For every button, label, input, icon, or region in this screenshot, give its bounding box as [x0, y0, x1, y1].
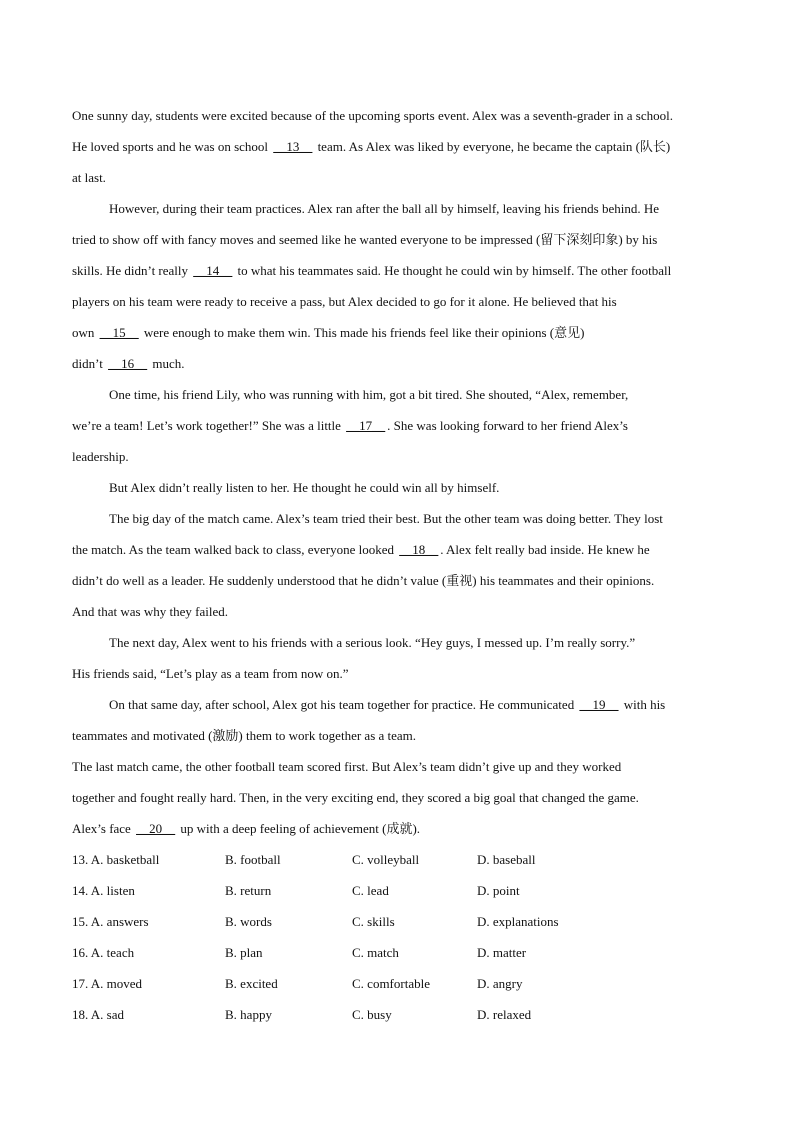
option-c: C. comfortable — [352, 976, 430, 991]
passage-text: . She was looking forward to her friend Alex’s — [387, 418, 628, 433]
question-row — [72, 999, 722, 1030]
passage-line — [72, 348, 722, 379]
passage-text: the match. As the team walked back to class, everyone looked — [72, 542, 398, 557]
question-row — [72, 968, 722, 999]
passage-line — [72, 100, 722, 131]
option-a: 17. A. moved — [72, 976, 143, 991]
passage-text: His friends said, “Let’s play as a team from now on.” — [72, 666, 349, 681]
option-b: B. return — [225, 883, 272, 898]
passage-line — [72, 224, 722, 255]
passage-text: . Alex felt really bad inside. He knew he — [440, 542, 650, 557]
option-a: 15. A. answers — [72, 914, 149, 929]
reading-passage — [72, 100, 722, 844]
question-row — [72, 844, 722, 875]
answer-blank: __20__ — [136, 821, 176, 836]
option-c: C. volleyball — [352, 852, 420, 867]
answer-blank: __19__ — [579, 697, 619, 712]
passage-line — [72, 379, 722, 410]
option-b: B. happy — [225, 1007, 272, 1022]
passage-text: with his — [620, 697, 666, 712]
passage-text: On that same day, after school, Alex got his team together for practice. He communicated — [109, 697, 578, 712]
question-options — [72, 844, 722, 1030]
passage-line — [72, 627, 722, 658]
passage-line — [72, 131, 722, 162]
worksheet-page — [72, 100, 722, 1030]
passage-line — [72, 255, 722, 286]
option-b: B. words — [225, 914, 272, 929]
passage-text: to what his teammates said. He thought he could win by himself. The other football — [234, 263, 672, 278]
passage-line — [72, 410, 722, 441]
option-d: D. explanations — [477, 914, 559, 929]
passage-line — [72, 565, 722, 596]
option-d: D. baseball — [477, 852, 536, 867]
passage-text: And that was why they failed. — [72, 604, 228, 619]
passage-text: were enough to make them win. This made his friends feel like their opinions (意见) — [140, 325, 585, 340]
passage-text: But Alex didn’t really listen to her. He thought he could win all by himself. — [109, 480, 500, 495]
passage-line — [72, 813, 722, 844]
option-a: 13. A. basketball — [72, 852, 160, 867]
passage-text: players on his team were ready to receive a pass, but Alex decided to go for it alone. He believed that his — [72, 294, 617, 309]
passage-text: team. As Alex was liked by everyone, he became the captain (队长) — [314, 139, 671, 154]
passage-line — [72, 286, 722, 317]
passage-text: teammates and motivated (激励) them to work together as a team. — [72, 728, 417, 743]
option-d: D. angry — [477, 976, 523, 991]
option-d: D. point — [477, 883, 520, 898]
passage-text: together and fought really hard. Then, in the very exciting end, they scored a big goal that changed the game. — [72, 790, 639, 805]
option-b: B. football — [225, 852, 281, 867]
passage-text: we’re a team! Let’s work together!” She was a little — [72, 418, 345, 433]
option-c: C. skills — [352, 914, 395, 929]
passage-line — [72, 472, 722, 503]
passage-text: The big day of the match came. Alex’s team tried their best. But the other team was doing better. They lost — [109, 511, 663, 526]
passage-text: at last. — [72, 170, 106, 185]
passage-text: One sunny day, students were excited because of the upcoming sports event. Alex was a seventh-grader in a school. — [72, 108, 673, 123]
question-row — [72, 875, 722, 906]
passage-line — [72, 162, 722, 193]
option-b: B. plan — [225, 945, 263, 960]
answer-blank: __14__ — [193, 263, 233, 278]
option-d: D. matter — [477, 945, 527, 960]
passage-text: leadership. — [72, 449, 129, 464]
passage-text: up with a deep feeling of achievement (成就). — [177, 821, 421, 836]
passage-line — [72, 782, 722, 813]
passage-text: didn’t do well as a leader. He suddenly understood that he didn’t value (重视) his teammates and their opinions. — [72, 573, 655, 588]
answer-blank: __15__ — [99, 325, 139, 340]
answer-blank: __17__ — [346, 418, 386, 433]
option-d: D. relaxed — [477, 1007, 532, 1022]
passage-text: didn’t — [72, 356, 107, 371]
passage-line — [72, 596, 722, 627]
passage-line — [72, 751, 722, 782]
passage-text: He loved sports and he was on school — [72, 139, 272, 154]
passage-text: The last match came, the other football team scored first. But Alex’s team didn’t give up and they worked — [72, 759, 622, 774]
passage-text: However, during their team practices. Alex ran after the ball all by himself, leaving his friends behind. He — [109, 201, 659, 216]
passage-line — [72, 317, 722, 348]
option-c: C. lead — [352, 883, 389, 898]
answer-blank: __13__ — [273, 139, 313, 154]
passage-line — [72, 689, 722, 720]
passage-text: The next day, Alex went to his friends with a serious look. “Hey guys, I messed up. I’m really sorry.” — [109, 635, 636, 650]
passage-text: own — [72, 325, 98, 340]
passage-line — [72, 193, 722, 224]
passage-text: tried to show off with fancy moves and seemed like he wanted everyone to be impressed (留下深刻印象) by his — [72, 232, 658, 247]
question-row — [72, 937, 722, 968]
passage-line — [72, 720, 722, 751]
passage-line — [72, 658, 722, 689]
passage-line — [72, 534, 722, 565]
option-b: B. excited — [225, 976, 278, 991]
option-a: 18. A. sad — [72, 1007, 124, 1022]
passage-line — [72, 441, 722, 472]
passage-text: much. — [149, 356, 185, 371]
option-c: C. match — [352, 945, 399, 960]
option-a: 14. A. listen — [72, 883, 135, 898]
option-a: 16. A. teach — [72, 945, 135, 960]
passage-text: Alex’s face — [72, 821, 135, 836]
passage-text: One time, his friend Lily, who was running with him, got a bit tired. She shouted, “Alex, remember, — [109, 387, 629, 402]
passage-line — [72, 503, 722, 534]
answer-blank: __16__ — [108, 356, 148, 371]
passage-text: skills. He didn’t really — [72, 263, 192, 278]
question-row — [72, 906, 722, 937]
option-c: C. busy — [352, 1007, 392, 1022]
answer-blank: __18__ — [399, 542, 439, 557]
